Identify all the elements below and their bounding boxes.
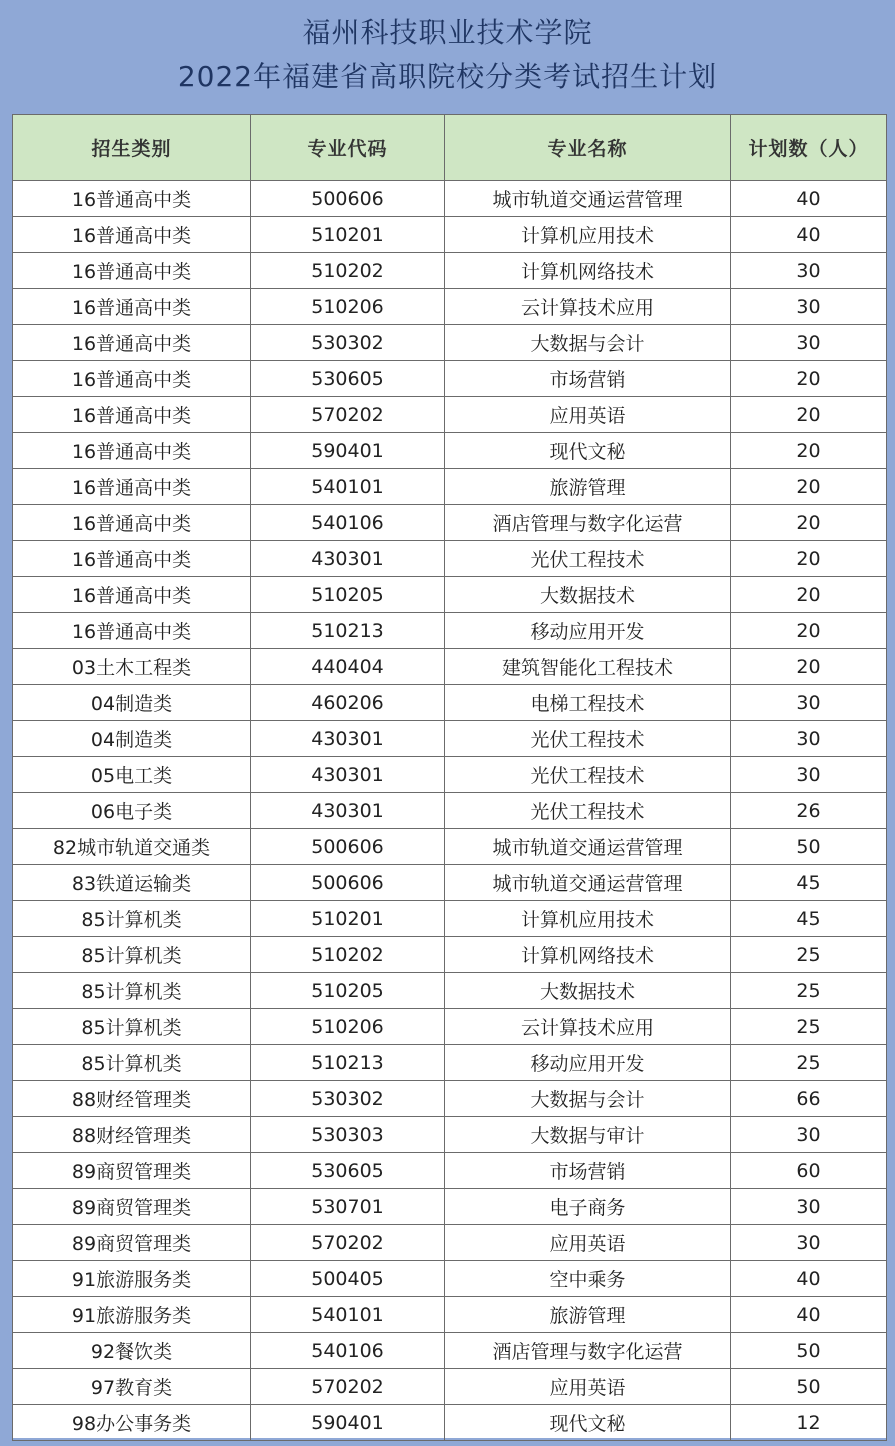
cell-major-name: 大数据与会计 [445,325,731,361]
cell-major-code: 530605 [251,1153,445,1189]
table-row [13,289,887,325]
cell-plan-count: 20 [731,577,887,613]
cell-plan-count: 45 [731,901,887,937]
table-row [13,469,887,505]
cell-plan-count: 50 [731,1333,887,1369]
cell-category: 16普通高中类 [13,289,251,325]
cell-major-name: 光伏工程技术 [445,721,731,757]
cell-major-name: 电子商务 [445,1189,731,1225]
cell-plan-count: 30 [731,1189,887,1225]
table-row [13,1081,887,1117]
cell-plan-count: 40 [731,1261,887,1297]
cell-category: 06电子类 [13,793,251,829]
cell-major-code: 430301 [251,793,445,829]
cell-major-code: 510201 [251,217,445,253]
cell-category: 16普通高中类 [13,253,251,289]
cell-plan-count: 20 [731,469,887,505]
cell-major-code: 510201 [251,901,445,937]
table-row [13,1297,887,1333]
cell-major-code: 540101 [251,469,445,505]
cell-major-name: 光伏工程技术 [445,541,731,577]
table-row [13,901,887,937]
cell-category: 82城市轨道交通类 [13,829,251,865]
cell-major-name: 应用英语 [445,1225,731,1261]
cell-category: 88财经管理类 [13,1081,251,1117]
cell-category: 85计算机类 [13,1045,251,1081]
cell-plan-count: 12 [731,1405,887,1441]
document-header [0,0,895,112]
table-row [13,1117,887,1153]
table-row [13,1189,887,1225]
cell-major-code: 530302 [251,1081,445,1117]
cell-major-name: 现代文秘 [445,1405,731,1441]
table-row [13,649,887,685]
cell-major-code: 460206 [251,685,445,721]
table-row [13,1369,887,1405]
cell-plan-count: 50 [731,1369,887,1405]
header-major-name: 专业名称 [445,115,731,181]
cell-plan-count: 30 [731,253,887,289]
cell-major-name: 计算机应用技术 [445,901,731,937]
school-name-title: 福州科技职业技术学院 [302,16,593,49]
cell-major-name: 大数据技术 [445,973,731,1009]
cell-major-name: 城市轨道交通运营管理 [445,181,731,217]
cell-category: 98办公事务类 [13,1405,251,1441]
cell-major-name: 应用英语 [445,1369,731,1405]
cell-major-name: 计算机网络技术 [445,253,731,289]
cell-major-name: 大数据与审计 [445,1117,731,1153]
cell-major-name: 应用英语 [445,397,731,433]
cell-major-code: 510206 [251,289,445,325]
header-major-code: 专业代码 [251,115,445,181]
cell-major-name: 现代文秘 [445,433,731,469]
cell-category: 91旅游服务类 [13,1297,251,1333]
cell-major-name: 大数据技术 [445,577,731,613]
cell-category: 16普通高中类 [13,613,251,649]
header-category: 招生类别 [13,115,251,181]
cell-major-code: 510213 [251,613,445,649]
cell-major-code: 530701 [251,1189,445,1225]
cell-major-code: 570202 [251,1225,445,1261]
cell-category: 85计算机类 [13,1009,251,1045]
cell-major-code: 570202 [251,397,445,433]
cell-major-code: 510213 [251,1045,445,1081]
cell-category: 85计算机类 [13,937,251,973]
table-row [13,613,887,649]
cell-plan-count: 40 [731,181,887,217]
table-row [13,1153,887,1189]
cell-major-code: 530303 [251,1117,445,1153]
cell-major-name: 光伏工程技术 [445,793,731,829]
cell-major-name: 旅游管理 [445,469,731,505]
cell-category: 16普通高中类 [13,325,251,361]
cell-major-code: 540106 [251,1333,445,1369]
table-row [13,181,887,217]
table-row [13,685,887,721]
table-row [13,361,887,397]
cell-category: 16普通高中类 [13,217,251,253]
cell-major-code: 540101 [251,1297,445,1333]
cell-major-name: 酒店管理与数字化运营 [445,1333,731,1369]
cell-category: 16普通高中类 [13,469,251,505]
cell-plan-count: 30 [731,1225,887,1261]
cell-major-code: 510205 [251,577,445,613]
table-row [13,1261,887,1297]
cell-category: 89商贸管理类 [13,1225,251,1261]
cell-plan-count: 30 [731,721,887,757]
cell-plan-count: 20 [731,541,887,577]
table-row [13,793,887,829]
enrollment-plan-table [12,114,887,1441]
cell-plan-count: 45 [731,865,887,901]
cell-major-name: 云计算技术应用 [445,289,731,325]
cell-category: 89商贸管理类 [13,1189,251,1225]
cell-category: 16普通高中类 [13,577,251,613]
cell-category: 16普通高中类 [13,397,251,433]
cell-major-name: 移动应用开发 [445,1045,731,1081]
cell-category: 16普通高中类 [13,181,251,217]
cell-major-name: 空中乘务 [445,1261,731,1297]
cell-plan-count: 20 [731,433,887,469]
header-plan-count: 计划数（人） [731,115,887,181]
cell-major-name: 城市轨道交通运营管理 [445,829,731,865]
cell-major-name: 市场营销 [445,361,731,397]
cell-plan-count: 20 [731,505,887,541]
cell-plan-count: 30 [731,685,887,721]
cell-major-code: 500405 [251,1261,445,1297]
cell-major-code: 500606 [251,181,445,217]
table-row [13,217,887,253]
cell-major-name: 建筑智能化工程技术 [445,649,731,685]
table-row [13,1405,887,1441]
cell-plan-count: 25 [731,1009,887,1045]
cell-major-name: 城市轨道交通运营管理 [445,865,731,901]
cell-category: 89商贸管理类 [13,1153,251,1189]
cell-plan-count: 20 [731,361,887,397]
cell-category: 97教育类 [13,1369,251,1405]
cell-major-code: 590401 [251,1405,445,1441]
table-row [13,433,887,469]
table-row [13,1225,887,1261]
cell-plan-count: 40 [731,1297,887,1333]
cell-plan-count: 30 [731,289,887,325]
table-row [13,1009,887,1045]
cell-category: 16普通高中类 [13,541,251,577]
cell-category: 92餐饮类 [13,1333,251,1369]
cell-category: 85计算机类 [13,901,251,937]
cell-category: 88财经管理类 [13,1117,251,1153]
cell-category: 03土木工程类 [13,649,251,685]
cell-major-name: 大数据与会计 [445,1081,731,1117]
cell-major-name: 云计算技术应用 [445,1009,731,1045]
table-row [13,937,887,973]
table-row [13,325,887,361]
cell-major-name: 旅游管理 [445,1297,731,1333]
cell-major-code: 430301 [251,757,445,793]
cell-category: 91旅游服务类 [13,1261,251,1297]
cell-plan-count: 20 [731,397,887,433]
cell-plan-count: 20 [731,649,887,685]
cell-plan-count: 60 [731,1153,887,1189]
cell-plan-count: 25 [731,1045,887,1081]
cell-major-name: 酒店管理与数字化运营 [445,505,731,541]
table-header-row [13,115,887,181]
cell-major-code: 500606 [251,865,445,901]
table-row [13,973,887,1009]
cell-major-code: 540106 [251,505,445,541]
cell-plan-count: 30 [731,757,887,793]
table-row [13,541,887,577]
cell-major-code: 570202 [251,1369,445,1405]
table-body [13,181,887,1441]
cell-major-code: 590401 [251,433,445,469]
cell-category: 83铁道运输类 [13,865,251,901]
cell-major-name: 电梯工程技术 [445,685,731,721]
cell-plan-count: 30 [731,1117,887,1153]
cell-plan-count: 25 [731,937,887,973]
cell-major-code: 430301 [251,721,445,757]
cell-major-code: 510202 [251,253,445,289]
cell-plan-count: 25 [731,973,887,1009]
cell-major-code: 530302 [251,325,445,361]
table-row [13,721,887,757]
table-row [13,253,887,289]
table-row [13,505,887,541]
cell-category: 04制造类 [13,721,251,757]
cell-major-name: 市场营销 [445,1153,731,1189]
cell-plan-count: 30 [731,325,887,361]
table-row [13,1045,887,1081]
cell-major-code: 430301 [251,541,445,577]
cell-major-code: 440404 [251,649,445,685]
cell-major-name: 计算机应用技术 [445,217,731,253]
cell-category: 16普通高中类 [13,505,251,541]
cell-plan-count: 66 [731,1081,887,1117]
cell-major-name: 光伏工程技术 [445,757,731,793]
cell-major-code: 530605 [251,361,445,397]
table-row [13,865,887,901]
cell-major-name: 移动应用开发 [445,613,731,649]
table-row [13,757,887,793]
cell-category: 16普通高中类 [13,433,251,469]
cell-plan-count: 26 [731,793,887,829]
cell-category: 05电工类 [13,757,251,793]
cell-major-code: 510206 [251,1009,445,1045]
cell-major-name: 计算机网络技术 [445,937,731,973]
table-row [13,397,887,433]
table-row [13,1333,887,1369]
table-row [13,577,887,613]
cell-plan-count: 20 [731,613,887,649]
cell-major-code: 510202 [251,937,445,973]
enrollment-table-container [12,114,886,1438]
cell-major-code: 510205 [251,973,445,1009]
cell-plan-count: 50 [731,829,887,865]
enrollment-plan-title: 2022年福建省高职院校分类考试招生计划 [177,60,718,93]
cell-major-code: 500606 [251,829,445,865]
table-row [13,829,887,865]
cell-category: 85计算机类 [13,973,251,1009]
cell-category: 16普通高中类 [13,361,251,397]
cell-category: 04制造类 [13,685,251,721]
cell-plan-count: 40 [731,217,887,253]
